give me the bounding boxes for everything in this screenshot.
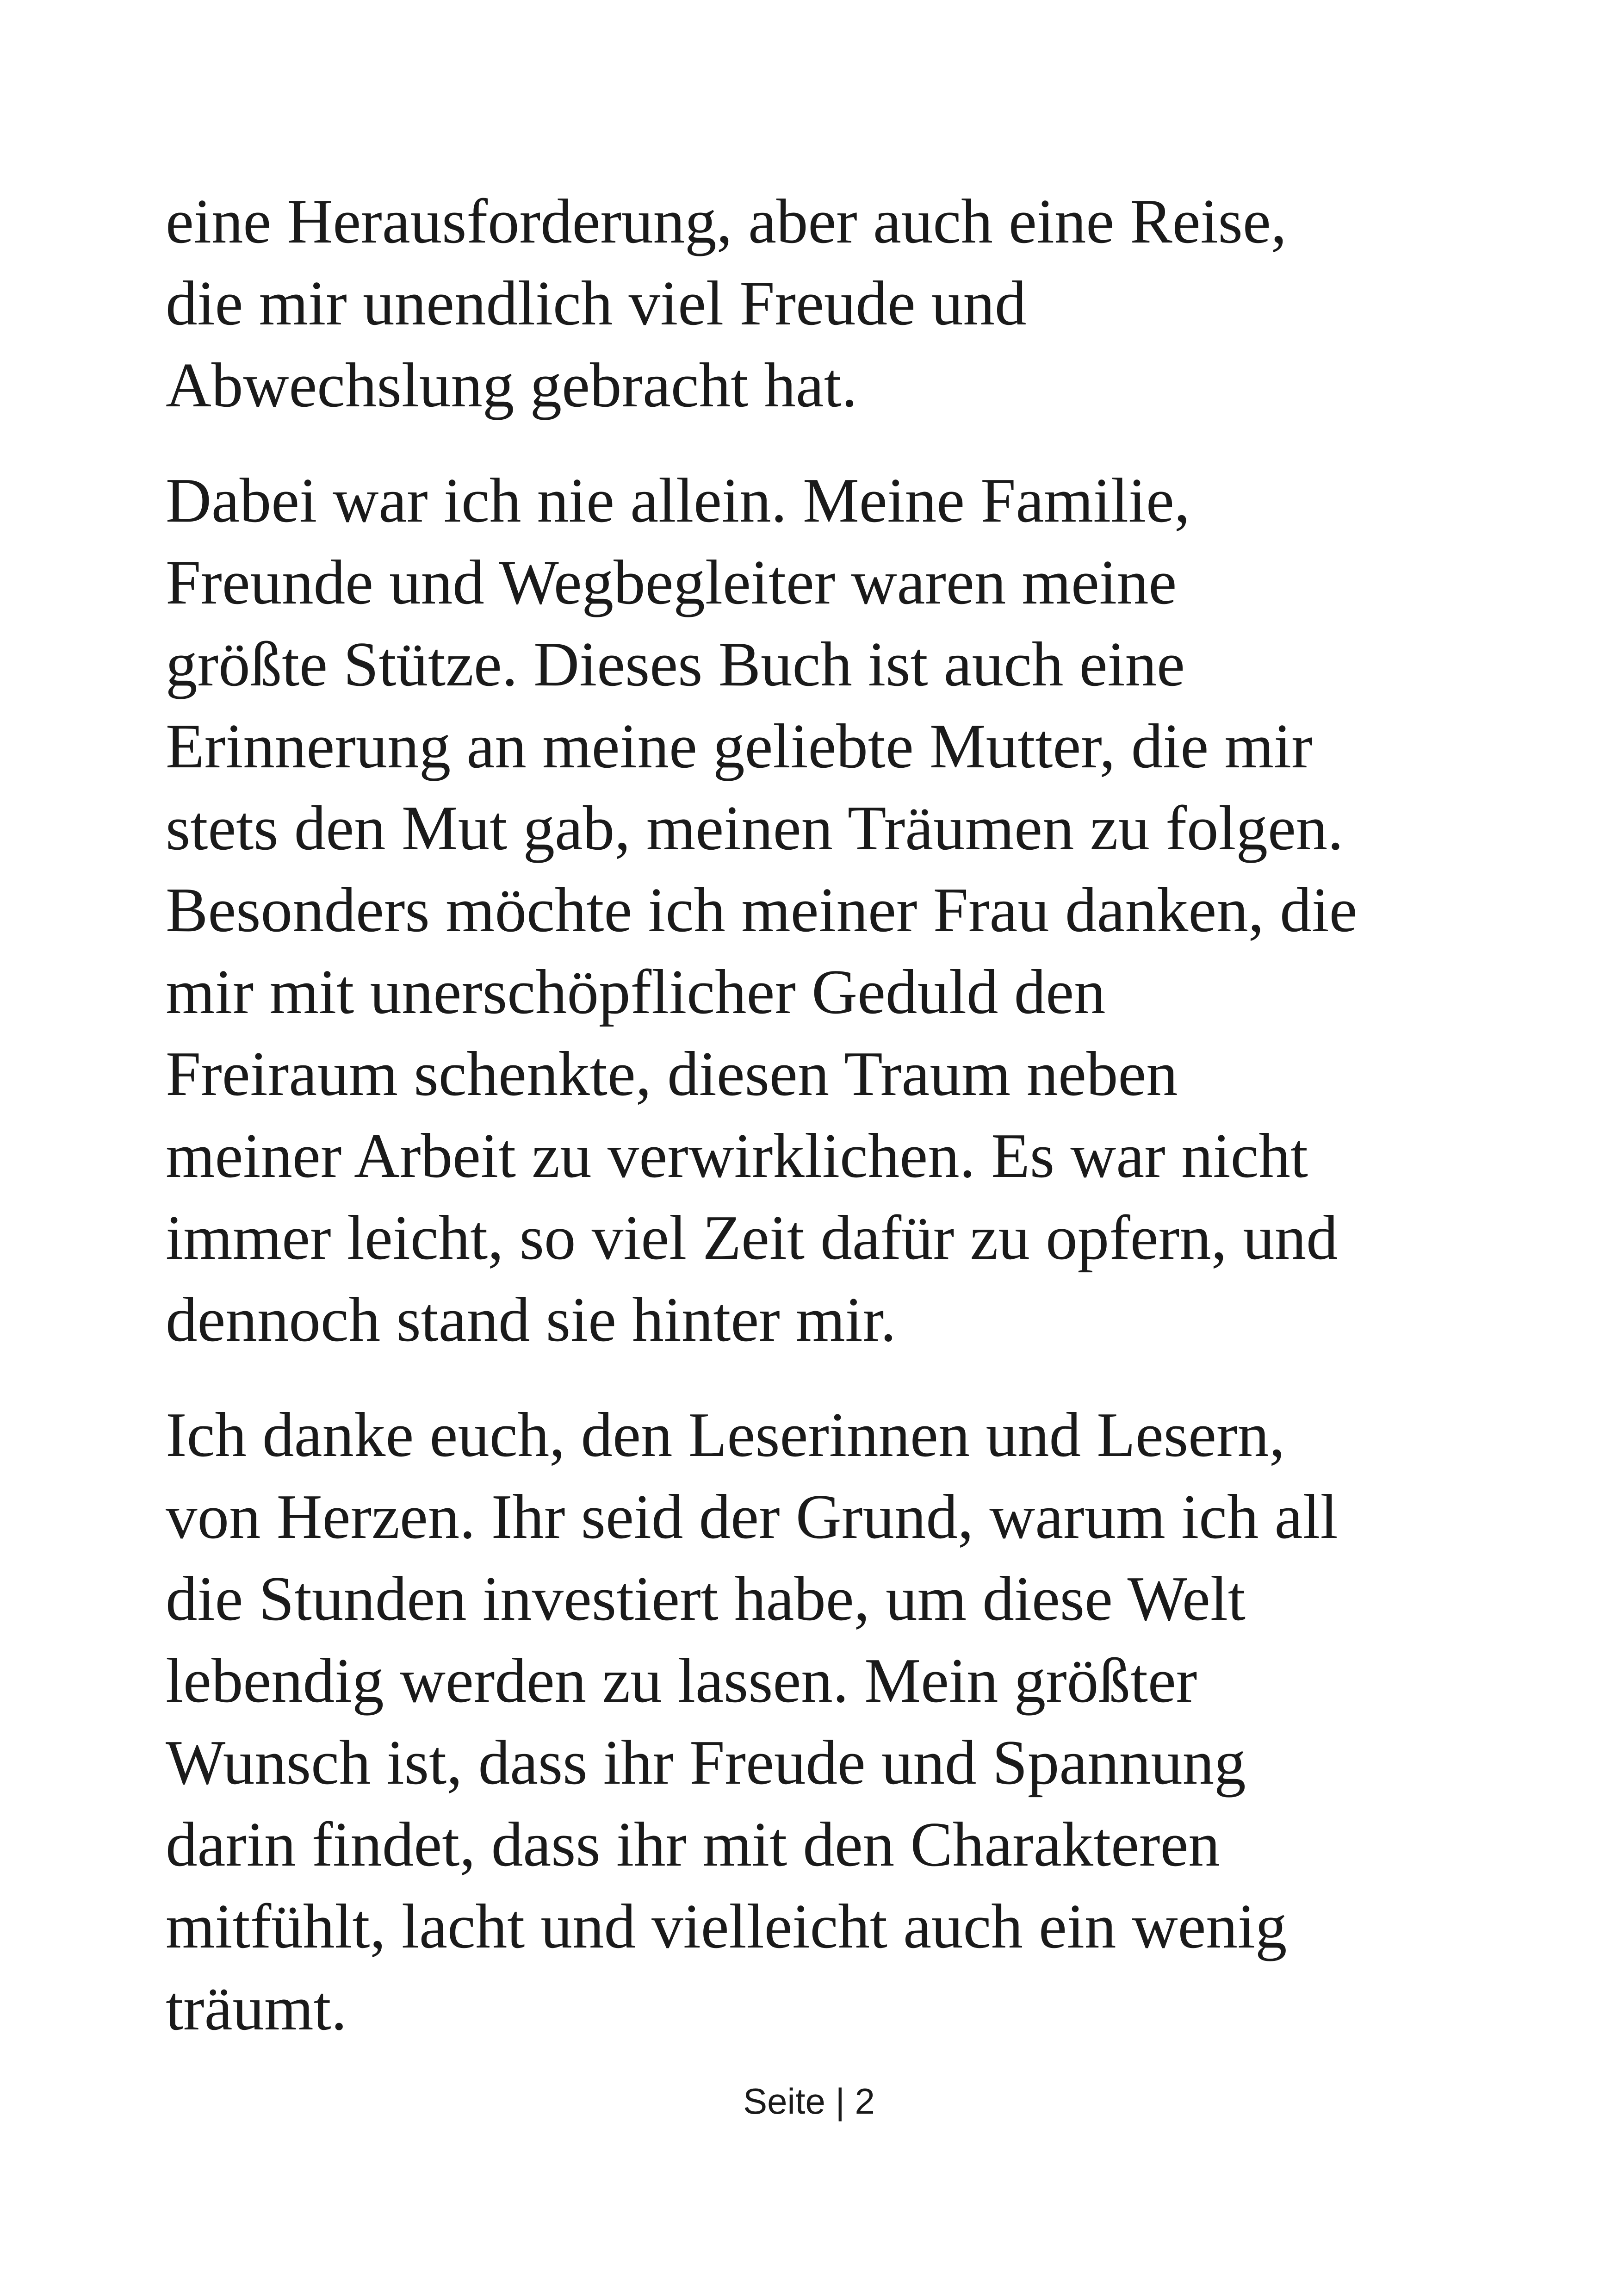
text-line: eine Herausforderung, aber auch eine Reise, [166,186,1287,256]
text-line: die Stunden investiert habe, um diese Welt [166,1563,1246,1634]
text-line: Ich danke euch, den Leserinnen und Lesern, [166,1400,1285,1470]
text-line: mir mit unerschöpflicher Geduld den [166,957,1106,1027]
text-line: träumt. [166,1973,347,2043]
page-number: Seite | 2 [743,2081,875,2122]
text-line: darin findet, dass ihr mit den Charakteren [166,1809,1220,1879]
text-line: Besonders möchte ich meiner Frau danken, die [166,875,1358,945]
text-line: Erinnerung an meine geliebte Mutter, die mir [166,711,1313,781]
text-line: die mir unendlich viel Freude und [166,268,1027,338]
text-line: von Herzen. Ihr seid der Grund, warum ich all [166,1481,1338,1552]
text-line: größte Stütze. Dieses Buch ist auch eine [166,629,1185,699]
text-line: meiner Arbeit zu verwirklichen. Es war nicht [166,1120,1308,1191]
text-line: Abwechslung gebracht hat. [166,350,858,420]
text-line: lebendig werden zu lassen. Mein größter [166,1645,1197,1716]
text-line: Freiraum schenkte, diesen Traum neben [166,1039,1178,1109]
text-line: Dabei war ich nie allein. Meine Familie, [166,465,1190,535]
body-text [166,180,1489,2083]
paragraph-3 [166,1394,1489,2049]
paragraph-2 [166,460,1489,1361]
page-footer [0,2078,1618,2124]
text-line: dennoch stand sie hinter mir. [166,1284,896,1355]
text-line: mitfühlt, lacht und vielleicht auch ein wenig [166,1891,1287,1961]
text-line: Wunsch ist, dass ihr Freude und Spannung [166,1727,1246,1798]
text-line: immer leicht, so viel Zeit dafür zu opfern, und [166,1202,1338,1273]
text-line: stets den Mut gab, meinen Träumen zu folgen. [166,793,1344,863]
paragraph-1 [166,180,1489,426]
text-line: Freunde und Wegbegleiter waren meine [166,547,1177,617]
